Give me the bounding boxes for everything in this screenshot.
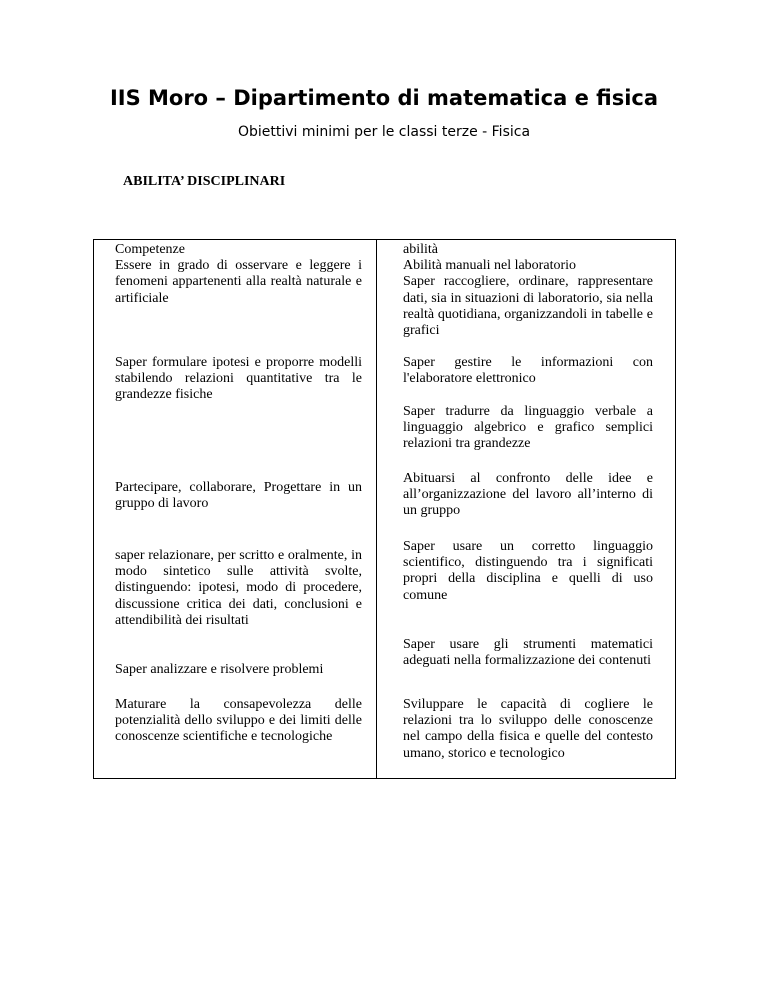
abilita-cell-6 [403, 637, 653, 669]
competenze-cell-3 [115, 480, 362, 512]
column-divider [376, 240, 377, 778]
competenza-item: Saper analizzare e risolvere problemi [115, 662, 324, 677]
abilita-item: Saper usare gli strumenti matematici adeguati nella formalizzazione dei contenuti [403, 637, 653, 669]
abilita-item: Saper gestire le informazioni con l'elaboratore elettronico [403, 355, 653, 387]
abilita-item: Abilità manuali nel laboratorio [403, 258, 577, 274]
abilita-cell-7 [403, 697, 653, 762]
abilita-item: Saper raccogliere, ordinare, rappresentare dati, sia in situazioni di laboratorio, sia nella realtà quotidiana, organizzandoli in tabelle e grafici [403, 274, 653, 339]
abilita-item: Saper usare un corretto linguaggio scientifico, distinguendo tra i significati propri della disciplina e quelli di uso comune [403, 539, 653, 603]
competenze-header: Competenze [115, 242, 185, 257]
competenze-cell-6 [115, 697, 362, 746]
abilita-item: Abituarsi al confronto delle idee e all’organizzazione del lavoro all’interno di un gruppo [403, 471, 653, 519]
abilita-header: abilità [403, 242, 438, 257]
competenza-item: saper relazionare, per scritto e oralmente, in modo sintetico sulle attività svolte, distinguendo: ipotesi, modo di procedere, discussione critica dei dati, conclusioni e attendibilità dei risultati [115, 548, 362, 628]
abilita-cell-4 [403, 471, 653, 520]
abilita-item: Sviluppare le capacità di cogliere le relazioni tra lo sviluppo delle conoscenze nel campo della fisica e quelle del contesto umano, storico e tecnologico [403, 697, 653, 761]
abilita-item: Saper tradurre da linguaggio verbale a linguaggio algebrico e grafico semplici relazioni tra grandezze [403, 404, 653, 452]
page-subtitle: Obiettivi minimi per le classi terze - Fisica [237, 124, 531, 140]
competenza-item: Essere in grado di osservare e leggere i fenomeni appartenenti alla realtà naturale e artificiale [115, 258, 362, 306]
competenze-cell-2 [115, 355, 362, 404]
abilita-cell-1 [403, 242, 653, 339]
abilita-cell-3 [403, 404, 653, 453]
page-title: IIS Moro – Dipartimento di matematica e fisica [109, 86, 659, 110]
competenza-item: Partecipare, collaborare, Progettare in un gruppo di lavoro [115, 480, 362, 512]
competenza-item: Maturare la consapevolezza delle potenzialità dello sviluppo e dei limiti delle conoscenze scientifiche e tecnologiche [115, 697, 362, 745]
skills-table [93, 239, 676, 779]
section-heading: ABILITA’ DISCIPLINARI [123, 174, 286, 189]
competenza-item: Saper formulare ipotesi e proporre modelli stabilendo relazioni quantitative tra le grandezze fisiche [115, 355, 362, 403]
abilita-cell-5 [403, 539, 653, 604]
abilita-cell-2 [403, 355, 653, 387]
competenze-cell-1 [115, 242, 362, 307]
competenze-cell-5 [115, 662, 362, 678]
competenze-cell-4 [115, 548, 362, 629]
